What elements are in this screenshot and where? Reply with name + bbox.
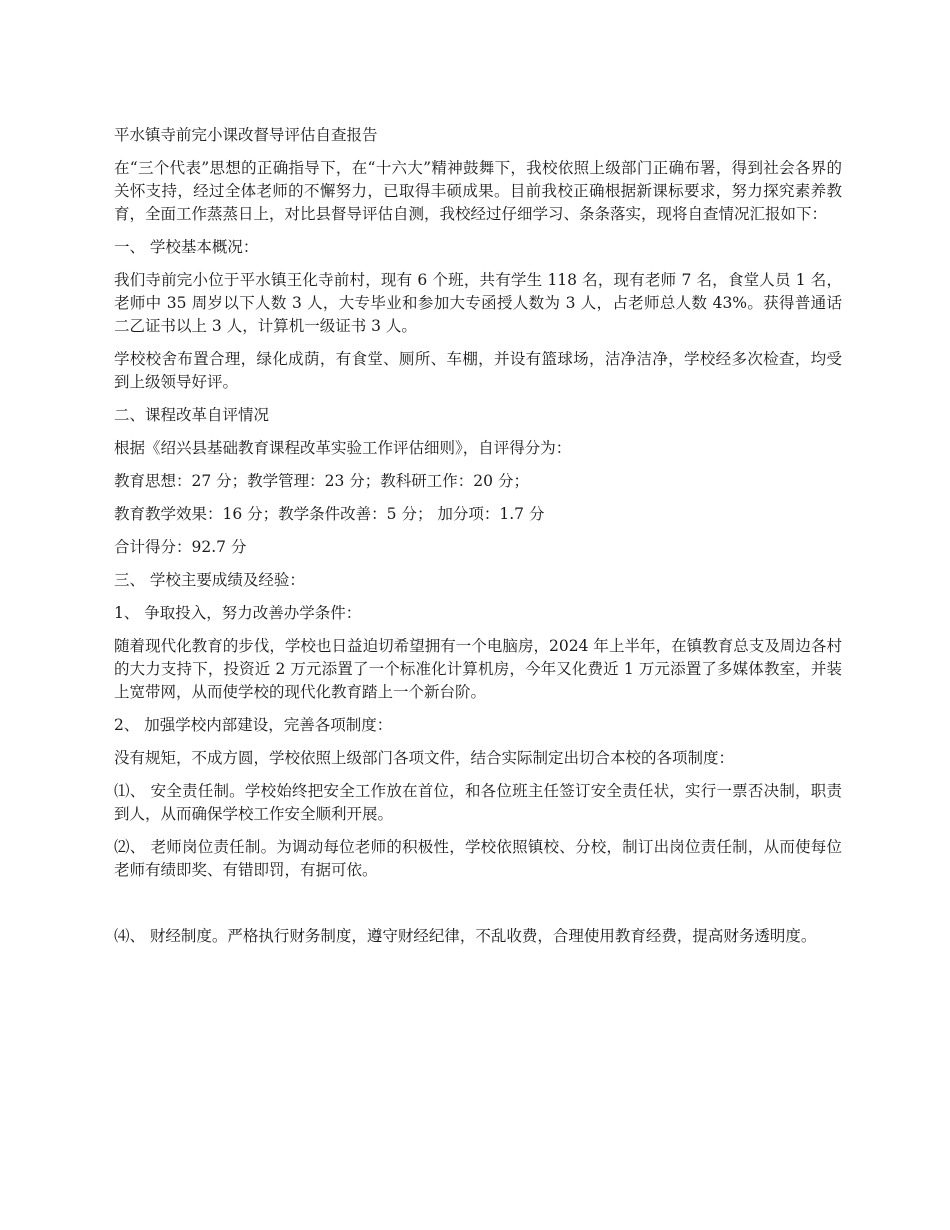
- rule-item-2: ⑵、 老师岗位责任制。为调动每位老师的积极性，学校依照镇校、分校，制订出岗位责任制，从而使每位老师有绩即奖、有错即罚，有据可依。: [114, 838, 842, 879]
- document-body: [114, 124, 842, 958]
- section-heading-3: 三、 学校主要成绩及经验：: [114, 571, 305, 589]
- campus-paragraph: 学校校舍布置合理，绿化成荫，有食堂、厕所、车棚，并设有篮球场，洁净洁净，学校经多次检查，均受到上级领导好评。: [114, 350, 842, 391]
- score-line-1: 教育思想：27 分；教学管理：23 分；教科研工作：20 分；: [114, 472, 529, 490]
- section-heading-2: 二、课程改革自评情况: [114, 406, 270, 424]
- rule-item-1: ⑴、 安全责任制。学校始终把安全工作放在首位，和各位班主任签订安全责任状，实行一票否决制，职责到人，从而确保学校工作安全顺利开展。: [114, 782, 842, 823]
- school-overview-paragraph: 我们寺前完小位于平水镇王化寺前村，现有 6 个班，共有学生 118 名，现有老师 7 名，食堂人员 1 名，老师中 35 周岁以下人数 3 人，大专毕业和参加大专函授人数为 3 人，占老师总人数 43%。获得普通话二乙证书以上 3 人，计算机一级证书 3 人。: [114, 271, 842, 335]
- score-line-2: 教育教学效果：16 分；教学条件改善：5 分； 加分项：1.7 分: [114, 505, 545, 523]
- evaluation-basis-paragraph: 根据《绍兴县基础教育课程改革实验工作评估细则》，自评得分为：: [114, 439, 572, 457]
- rules-intro-paragraph: 没有规矩，不成方圆，学校依照上级部门各项文件，结合实际制定出切合本校的各项制度：: [114, 749, 735, 767]
- investment-paragraph: 随着现代化教育的步伐，学校也日益迫切希望拥有一个电脑房，2024 年上半年，在镇教育总支及周边各村的大力支持下，投资近 2 万元添置了一个标准化计算机房，今年又化费近 1 万元添置了多媒体教室，并装上宽带网，从而使学校的现代化教育踏上一个新台阶。: [114, 637, 842, 701]
- section-heading-1: 一、 学校基本概况：: [114, 238, 259, 256]
- subheading-2: 2、 加强学校内部建设，完善各项制度：: [114, 716, 393, 734]
- subheading-1: 1、 争取投入，努力改善办学条件：: [114, 604, 362, 622]
- rule-item-4: ⑷、 财经制度。严格执行财务制度，遵守财经纪律，不乱收费，合理使用教育经费，提高财务透明度。: [114, 927, 817, 945]
- blank-spacer: [114, 892, 842, 925]
- total-score-line: 合计得分：92.7 分: [114, 538, 247, 556]
- document-title: 平水镇寺前完小课改督导评估自查报告: [114, 126, 378, 144]
- intro-paragraph: 在“三个代表”思想的正确指导下，在“十六大”精神鼓舞下，我校依照上级部门正确布署，得到社会各界的关怀支持，经过全体老师的不懈努力，已取得丰硕成果。目前我校正确根据新课标要求，努力探究素养教育，全面工作蒸蒸日上，对比县督导评估自测，我校经过仔细学习、条条落实，现将自查情况汇报如下：: [114, 159, 842, 223]
